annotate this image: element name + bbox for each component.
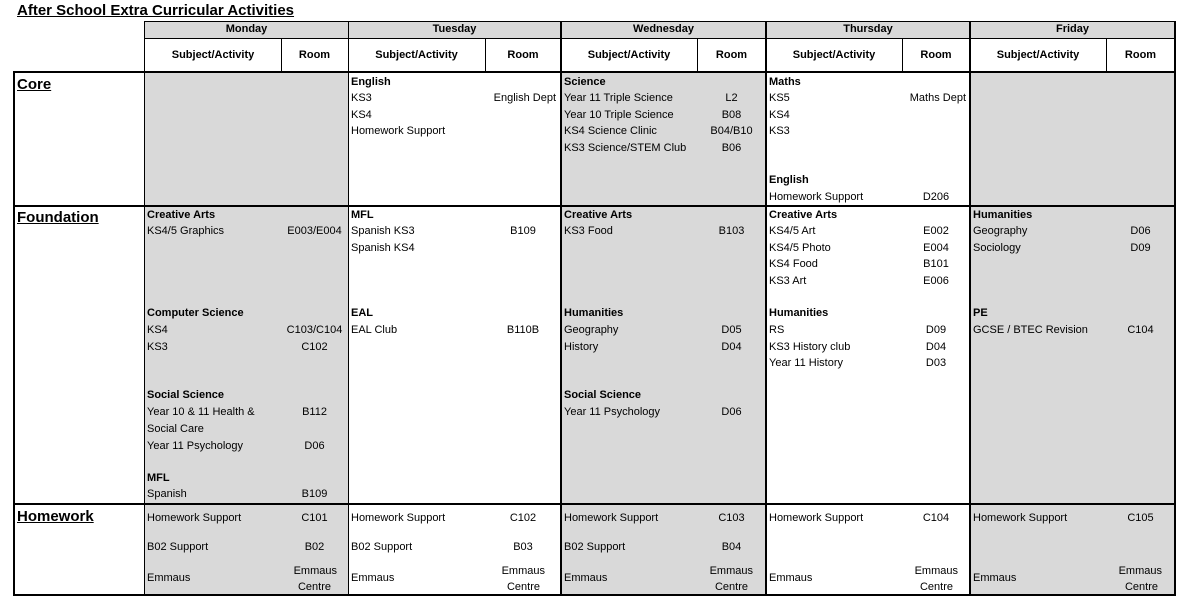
homework-wed-subject: B02 Support [564,541,626,553]
core-tue-subject: KS4 [351,109,372,121]
homework-tue-room: C102 [509,512,537,524]
foundation-thu-room: E002 [923,225,949,237]
homework-fri-room: Emmaus [1118,565,1162,577]
core-wed-room: B08 [721,109,742,121]
core-thu-heading: Maths [769,76,801,88]
foundation-thu-heading: Humanities [769,307,829,319]
col-header-room: Room [920,49,952,61]
homework-thu-room: Centre [919,581,953,593]
foundation-mon-subject: KS3 [147,341,168,353]
foundation-fri-heading: PE [973,307,988,319]
foundation-mon-subject: Spanish [147,488,187,500]
core-thu-subject: KS4 [769,109,790,121]
foundation-thu-room: D04 [925,341,947,353]
day-header-friday: Friday [970,22,1175,38]
core-wed-subject: KS3 Science/STEM Club [564,142,687,154]
foundation-thu-room: B101 [923,258,949,270]
homework-mon-subject: Emmaus [147,572,191,584]
homework-tue-room: Centre [506,581,540,593]
homework-mon-room: C101 [301,512,328,524]
homework-fri-subject: Homework Support [973,512,1068,524]
homework-tue-subject: Homework Support [351,512,446,524]
foundation-mon-room: E003/E004 [287,225,342,237]
foundation-tue-heading: MFL [351,209,374,221]
foundation-thu-room: D03 [925,357,947,369]
foundation-tue-subject: EAL Club [351,324,398,336]
homework-mon-subject: B02 Support [147,541,209,553]
core-thu-subject: Homework Support [769,191,864,203]
foundation-mon-cell [145,206,348,504]
core-mon-cell [145,72,348,206]
foundation-fri-heading: Humanities [973,209,1033,221]
foundation-tue-subject: Spanish KS3 [351,225,415,237]
core-wed-room: L2 [725,92,738,104]
day-header-wednesday: Wednesday [561,22,766,38]
day-header-monday: Monday [145,22,348,38]
foundation-mon-room: D06 [304,440,325,452]
homework-mon-room: Centre [297,581,331,593]
foundation-fri-subject: GCSE / BTEC Revision [973,324,1088,336]
foundation-wed-subject: History [564,341,599,353]
foundation-thu-subject: Year 11 History [769,357,843,369]
col-header-subject: Subject/Activity [375,49,458,61]
foundation-wed-heading: Humanities [564,307,624,319]
section-label-foundation: Foundation [17,209,99,226]
col-header-room: Room [507,49,539,61]
foundation-fri-subject: Geography [973,225,1028,237]
foundation-wed-heading: Creative Arts [564,209,633,221]
foundation-thu-subject: KS3 History club [769,341,851,353]
foundation-tue-heading: EAL [351,307,373,319]
core-wed-room: B04/B10 [710,125,753,137]
foundation-mon-heading: Social Science [147,389,225,401]
homework-wed-room: B04 [721,541,742,553]
foundation-tue-room: B110B [506,324,540,336]
homework-tue-room: B03 [513,541,533,553]
homework-mon-room: Emmaus [293,565,337,577]
homework-mon-subject: Homework Support [147,512,242,524]
foundation-wed-room: D04 [721,341,742,353]
foundation-mon-subject: KS4/5 Graphics [147,225,225,237]
foundation-mon-subject: Year 11 Psychology [147,440,244,452]
homework-thu-subject: Emmaus [769,572,813,584]
foundation-wed-room: D06 [721,406,742,418]
col-header-room: Room [298,49,331,61]
foundation-wed-subject: Year 11 Psychology [564,406,661,418]
homework-wed-subject: Emmaus [564,572,608,584]
foundation-thu-subject: KS4/5 Photo [769,242,831,254]
foundation-wed-subject: KS3 Food [564,225,613,237]
col-header-subject: Subject/Activity [587,49,671,61]
foundation-mon-heading: Creative Arts [147,209,216,221]
homework-wed-room: Emmaus [709,565,753,577]
core-tue-subject: Homework Support [351,125,446,137]
col-header-room: Room [715,49,748,61]
core-wed-subject: Year 11 Triple Science [564,92,673,104]
core-tue-subject: KS3 [351,92,372,104]
foundation-fri-room: C104 [1127,324,1154,336]
core-wed-heading: Science [564,76,606,88]
homework-tue-subject: Emmaus [351,572,395,584]
foundation-fri-room: D06 [1130,225,1151,237]
foundation-tue-room: B109 [510,225,536,237]
foundation-thu-subject: KS4/5 Art [769,225,816,237]
page-title: After School Extra Curricular Activities [17,2,295,19]
foundation-wed-room: D05 [721,324,742,336]
foundation-mon-subject: Year 10 & 11 Health & [147,406,255,418]
homework-mon-room: B02 [304,541,325,553]
col-header-subject: Subject/Activity [996,49,1080,61]
core-thu-subject: KS5 [769,92,790,104]
foundation-thu-subject: RS [769,324,785,336]
foundation-mon-room: B109 [301,488,328,500]
foundation-wed-cell [561,206,766,504]
homework-wed-room: C103 [718,512,745,524]
foundation-mon-subject: Social Care [147,423,204,435]
core-wed-room: B06 [721,142,742,154]
section-label-core: Core [17,76,52,93]
foundation-thu-room: E004 [923,242,949,254]
homework-fri-room: C105 [1127,512,1154,524]
section-label-homework: Homework [17,508,94,525]
core-wed-subject: Year 10 Triple Science [564,109,674,121]
homework-thu-subject: Homework Support [769,512,864,524]
col-header-room: Room [1124,49,1157,61]
foundation-wed-room: B103 [718,225,745,237]
core-thu-room: Maths Dept [909,92,966,104]
homework-thu-room: C104 [922,512,950,524]
foundation-mon-room: C103/C104 [286,324,343,336]
core-fri-cell [970,72,1175,206]
homework-tue-room: Emmaus [501,565,545,577]
foundation-mon-heading: Computer Science [147,307,244,319]
foundation-mon-heading: MFL [147,472,170,484]
core-thu-subject: KS3 [769,125,790,137]
foundation-thu-heading: Creative Arts [769,209,838,221]
foundation-thu-subject: KS3 Art [769,275,807,287]
core-thu-room: D206 [922,191,950,203]
homework-fri-subject: Emmaus [973,572,1017,584]
homework-wed-subject: Homework Support [564,512,659,524]
foundation-fri-subject: Sociology [973,242,1021,254]
core-tue-room: English Dept [493,92,556,104]
day-header-tuesday: Tuesday [348,22,561,38]
foundation-wed-heading: Social Science [564,389,642,401]
foundation-thu-subject: KS4 Food [769,258,818,270]
foundation-thu-room: E006 [923,275,949,287]
foundation-tue-subject: Spanish KS4 [351,242,415,254]
core-tue-heading: English [351,76,391,88]
foundation-mon-room: C102 [301,341,328,353]
col-header-subject: Subject/Activity [792,49,876,61]
foundation-mon-subject: KS4 [147,324,168,336]
core-thu-heading-2: English [769,174,809,186]
homework-tue-subject: B02 Support [351,541,413,553]
foundation-wed-subject: Geography [564,324,619,336]
day-header-thursday: Thursday [766,22,970,38]
col-header-subject: Subject/Activity [171,49,255,61]
foundation-fri-room: D09 [1130,242,1151,254]
homework-wed-room: Centre [714,581,748,593]
homework-fri-room: Centre [1124,581,1158,593]
homework-thu-room: Emmaus [914,565,958,577]
foundation-thu-room: D09 [925,324,947,336]
core-wed-subject: KS4 Science Clinic [564,125,657,137]
foundation-mon-room: B112 [302,406,327,418]
